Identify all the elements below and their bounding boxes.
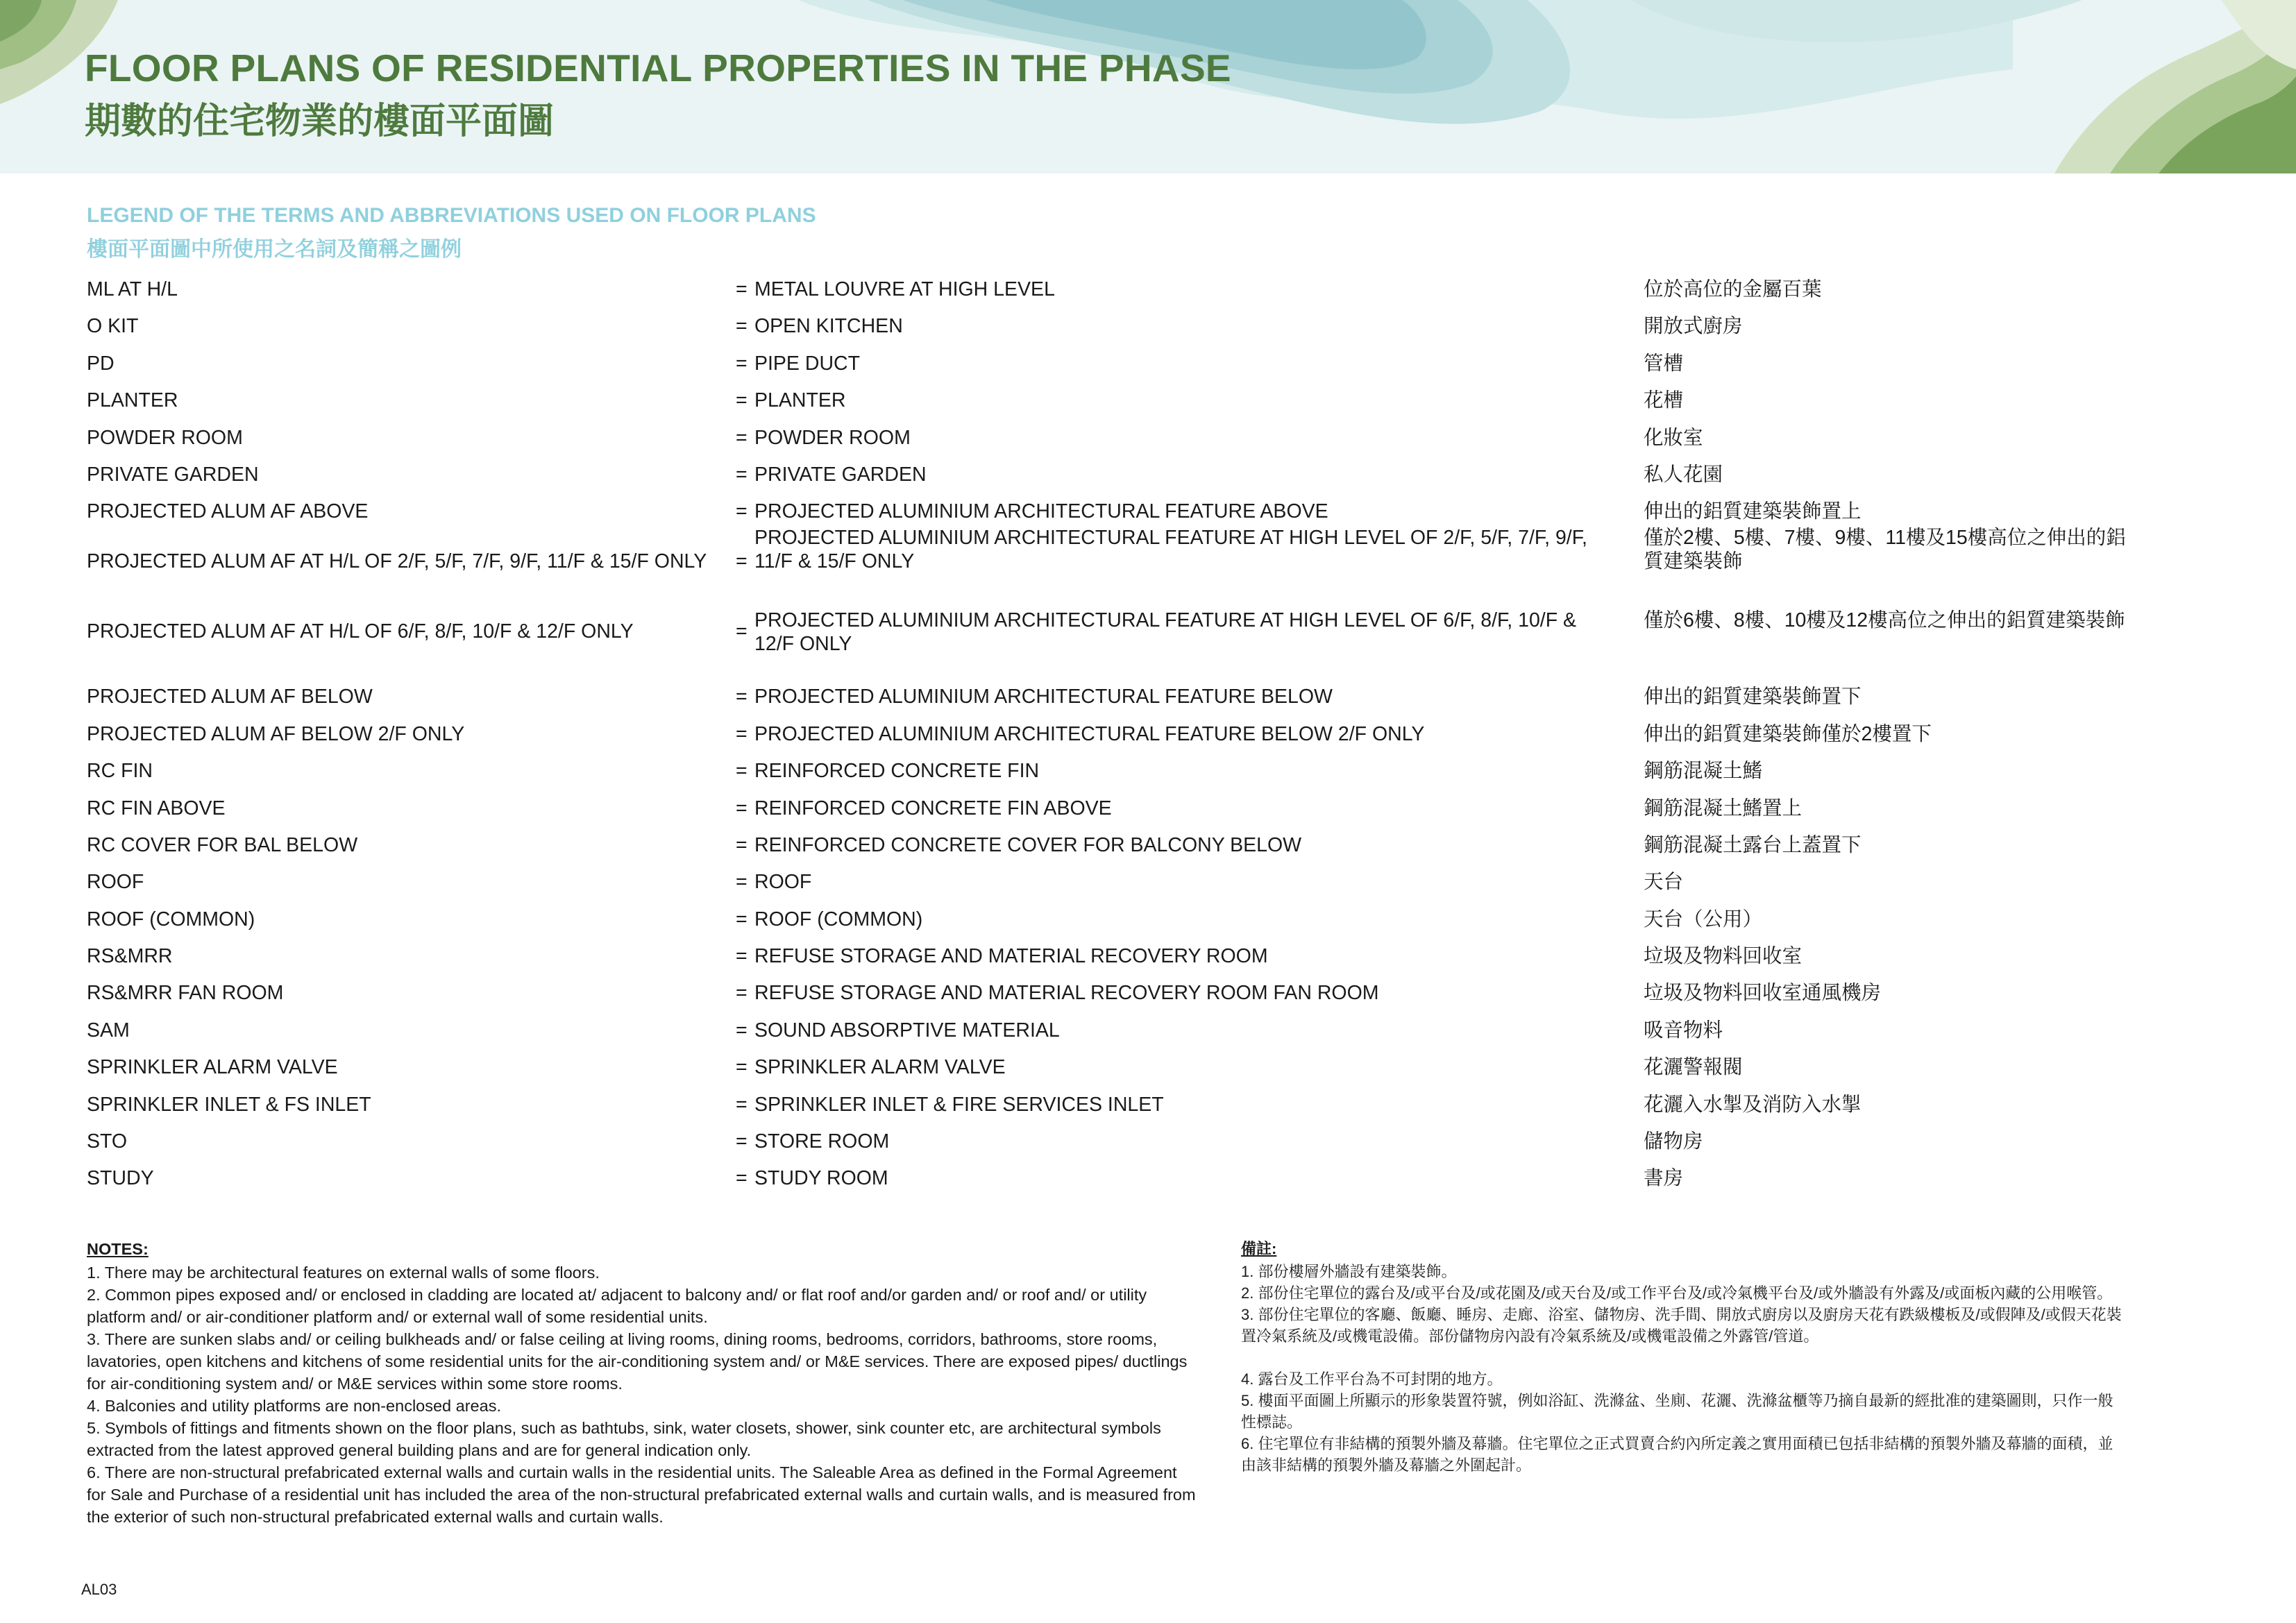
legend-abbreviation: RC COVER FOR BAL BELOW [87, 833, 358, 856]
equals-sign: = [736, 871, 748, 894]
legend-chinese-term: 鋼筋混凝土露台上蓋置下 [1644, 833, 1862, 856]
note-item-chinese: 5. 樓面平面圖上所顯示的形象裝置符號，例如浴缸、洗滌盆、坐廁、花灑、洗滌盆櫃等乃摘自最新的經批准的建築圖則，只作一般性標誌。 [1241, 1392, 2113, 1431]
equals-sign: = [736, 722, 748, 745]
legend-full-term: SPRINKLER ALARM VALVE [754, 1056, 1006, 1079]
note-item-chinese: 1. 部份樓層外牆設有建築裝飾。 [1241, 1263, 1457, 1280]
legend-full-term: PRIVATE GARDEN [754, 463, 927, 486]
legend-full-term: REFUSE STORAGE AND MATERIAL RECOVERY ROOM [754, 945, 1268, 968]
equals-sign: = [736, 463, 748, 486]
legend-abbreviation: ML AT H/L [87, 278, 178, 300]
legend-abbreviation: SPRINKLER ALARM VALVE [87, 1056, 338, 1079]
page-code: AL03 [81, 1581, 117, 1598]
equals-sign: = [736, 686, 748, 708]
legend-abbreviation: RC FIN ABOVE [87, 797, 226, 819]
legend-chinese-term: 私人花園 [1644, 463, 1723, 486]
legend-chinese-term: 僅於2樓、5樓、7樓、9樓、11樓及15樓高位之伸出的鋁質建築裝飾 [1644, 526, 2126, 572]
legend-row [0, 349, 2296, 386]
equals-sign: = [736, 620, 748, 643]
legend-chinese-term: 鋼筋混凝土鰭 [1644, 760, 1763, 783]
legend-chinese-term: 吸音物料 [1644, 1019, 1723, 1042]
equals-sign: = [736, 1019, 748, 1042]
legend-full-term: METAL LOUVRE AT HIGH LEVEL [754, 278, 1055, 300]
notes-english [87, 1238, 1197, 1528]
legend-row [0, 682, 2296, 719]
header-banner [0, 0, 2296, 173]
legend-row [0, 1127, 2296, 1164]
legend-full-term: PROJECTED ALUMINIUM ARCHITECTURAL FEATURE BELOW 2/F ONLY [754, 722, 1425, 745]
legend-row [0, 831, 2296, 867]
legend-full-term: PIPE DUCT [754, 352, 861, 375]
equals-sign: = [736, 908, 748, 931]
legend-row [0, 1053, 2296, 1089]
legend-full-term: PLANTER [754, 389, 846, 412]
legend-chinese-term: 伸出的鋁質建築裝飾置下 [1644, 686, 1862, 708]
equals-sign: = [736, 797, 748, 819]
legend-chinese-term: 天台（公用） [1644, 908, 1763, 931]
legend-full-term: ROOF [754, 871, 812, 894]
notes-heading-chinese: 備註: [1241, 1240, 1277, 1257]
equals-sign: = [736, 278, 748, 300]
equals-sign: = [736, 500, 748, 523]
legend-abbreviation: STUDY [87, 1167, 154, 1190]
legend-abbreviation: SPRINKLER INLET & FS INLET [87, 1093, 371, 1116]
legend-abbreviation: PROJECTED ALUM AF AT H/L OF 6/F, 8/F, 10/F & 12/F ONLY [87, 620, 634, 643]
note-item-chinese: 4. 露台及工作平台為不可封閉的地方。 [1241, 1370, 1503, 1388]
equals-sign: = [736, 1167, 748, 1190]
equals-sign: = [736, 389, 748, 412]
equals-sign: = [736, 945, 748, 968]
note-item-chinese: 2. 部份住宅單位的露台及/或平台及/或花園及/或天台及/或工作平台及/或冷氣機平台及/或外牆設有外露及/或面板內藏的公用喉管。 [1241, 1284, 2113, 1302]
legend-row [0, 1090, 2296, 1127]
legend-full-term: PROJECTED ALUMINIUM ARCHITECTURAL FEATURE AT HIGH LEVEL OF 2/F, 5/F, 7/F, 9/F, 11/F & 15/F ONLY [754, 526, 1587, 572]
legend-abbreviation: ROOF [87, 871, 144, 894]
legend-full-term: STORE ROOM [754, 1130, 890, 1153]
page-title-chinese: 期數的住宅物業的樓面平面圖 [85, 101, 555, 142]
legend-chinese-term: 伸出的鋁質建築裝飾僅於2樓置下 [1644, 722, 1932, 745]
notes-heading: NOTES: [87, 1240, 149, 1258]
legend-chinese-term: 位於高位的金屬百葉 [1644, 278, 1822, 300]
legend-full-term: REFUSE STORAGE AND MATERIAL RECOVERY ROOM FAN ROOM [754, 982, 1379, 1005]
legend-abbreviation: PROJECTED ALUM AF BELOW [87, 686, 373, 708]
legend-chinese-term: 書房 [1644, 1167, 1684, 1190]
equals-sign: = [736, 760, 748, 783]
legend-chinese-term: 儲物房 [1644, 1130, 1703, 1153]
legend-chinese-term: 管槽 [1644, 352, 1684, 375]
legend-full-term: REINFORCED CONCRETE FIN [754, 760, 1040, 783]
legend-full-term: REINFORCED CONCRETE COVER FOR BALCONY BELOW [754, 833, 1302, 856]
legend-full-term: PROJECTED ALUMINIUM ARCHITECTURAL FEATURE AT HIGH LEVEL OF 6/F, 8/F, 10/F & 12/F ONLY [754, 609, 1577, 655]
legend-abbreviation: POWDER ROOM [87, 426, 243, 449]
legend-row [0, 905, 2296, 942]
legend-abbreviation: PROJECTED ALUM AF BELOW 2/F ONLY [87, 722, 465, 745]
note-item: 4. Balconies and utility platforms are non-enclosed areas. [87, 1397, 501, 1415]
legend-row [0, 942, 2296, 978]
page-title: FLOOR PLANS OF RESIDENTIAL PROPERTIES IN THE PHASE [85, 46, 1231, 90]
legend-row [0, 1164, 2296, 1200]
legend-chinese-term: 花灑入水掣及消防入水掣 [1644, 1093, 1862, 1116]
legend-abbreviation: PROJECTED ALUM AF ABOVE [87, 500, 369, 523]
legend-chinese-term: 僅於6樓、8樓、10樓及12樓高位之伸出的鋁質建築裝飾 [1644, 609, 2125, 631]
legend-chinese-term: 天台 [1644, 871, 1684, 894]
equals-sign: = [736, 982, 748, 1005]
legend-row [0, 423, 2296, 460]
legend-full-term: OPEN KITCHEN [754, 315, 903, 338]
legend-full-term: ROOF (COMMON) [754, 908, 923, 931]
note-item: 1. There may be architectural features on external walls of some floors. [87, 1264, 600, 1282]
legend-heading: LEGEND OF THE TERMS AND ABBREVIATIONS USED ON FLOOR PLANS [87, 204, 816, 227]
equals-sign: = [736, 550, 748, 572]
legend-table [0, 275, 2296, 1201]
legend-abbreviation: RS&MRR [87, 945, 173, 968]
legend-row [0, 609, 2296, 683]
note-item: 3. There are sunken slabs and/ or ceiling bulkheads and/ or false ceiling at living rooms, dining rooms, bedrooms, corridors, bathrooms, store rooms, lavatories, open kitchens and kitchens of some residential units for the air-conditioning system and/ or M&E services. There are exposed pipes/ ductlings for air-conditioning system and/ or M&E services within some store rooms. [87, 1330, 1188, 1393]
legend-chinese-term: 開放式廚房 [1644, 315, 1743, 338]
legend-abbreviation: O KIT [87, 315, 139, 338]
legend-full-term: POWDER ROOM [754, 426, 911, 449]
note-item: 2. Common pipes exposed and/ or enclosed in cladding are located at/ adjacent to balcony and/ or flat roof and/or garden and/ or roof and/ or utility platform and/ or air-conditioner platform and/ or external wall of some residential units. [87, 1286, 1147, 1326]
note-item-chinese: 3. 部份住宅單位的客廳、飯廳、睡房、走廊、浴室、儲物房、洗手間、開放式廚房以及廚房天花有跌級樓板及/或假陣及/或假天花裝置冷氣系統及/或機電設備。部份儲物房內設有冷氣系統及/或機電設備之外露管/管道。 [1241, 1306, 2122, 1345]
legend-abbreviation: PROJECTED ALUM AF AT H/L OF 2/F, 5/F, 7/F, 9/F, 11/F & 15/F ONLY [87, 550, 707, 572]
legend-abbreviation: PD [87, 352, 115, 375]
legend-chinese-term: 鋼筋混凝土鰭置上 [1644, 797, 1803, 819]
note-item: 5. Symbols of fittings and fitments shown on the floor plans, such as bathtubs, sink, water closets, shower, sink counter etc, are architectural symbols extracted from the latest approved general building plans and are for general indication only. [87, 1419, 1161, 1459]
legend-abbreviation: STO [87, 1130, 128, 1153]
legend-chinese-term: 伸出的鋁質建築裝飾置上 [1644, 500, 1862, 523]
legend-abbreviation: SAM [87, 1019, 130, 1042]
legend-row [0, 460, 2296, 497]
legend-chinese-term: 花灑警報閥 [1644, 1056, 1743, 1079]
legend-row [0, 794, 2296, 831]
legend-abbreviation: RC FIN [87, 760, 153, 783]
legend-abbreviation: RS&MRR FAN ROOM [87, 982, 284, 1005]
equals-sign: = [736, 315, 748, 338]
equals-sign: = [736, 426, 748, 449]
legend-row [0, 1016, 2296, 1053]
equals-sign: = [736, 1093, 748, 1116]
legend-row [0, 978, 2296, 1015]
equals-sign: = [736, 352, 748, 375]
legend-full-term: PROJECTED ALUMINIUM ARCHITECTURAL FEATURE ABOVE [754, 500, 1328, 523]
equals-sign: = [736, 1056, 748, 1079]
legend-chinese-term: 化妝室 [1644, 426, 1703, 449]
legend-chinese-term: 垃圾及物料回收室通風機房 [1644, 982, 1882, 1005]
legend-full-term: REINFORCED CONCRETE FIN ABOVE [754, 797, 1112, 819]
note-item-chinese: 6. 住宅單位有非結構的預製外牆及幕牆。住宅單位之正式買賣合約內所定義之實用面積已包括非結構的預製外牆及幕牆的面積，並由該非結構的預製外牆及幕牆之外圍起計。 [1241, 1435, 2113, 1474]
legend-full-term: SOUND ABSORPTIVE MATERIAL [754, 1019, 1060, 1042]
equals-sign: = [736, 1130, 748, 1153]
legend-abbreviation: ROOF (COMMON) [87, 908, 255, 931]
legend-row [0, 275, 2296, 312]
legend-row [0, 386, 2296, 423]
note-item: 6. There are non-structural prefabricated external walls and curtain walls in the residential units. The Saleable Area as defined in the Formal Agreement for Sale and Purchase of a residential unit has included the area of the non-structural prefabricated external walls and curtain walls, and is measured from the exterior of such non-structural prefabricated external walls and curtain walls. [87, 1463, 1196, 1526]
equals-sign: = [736, 833, 748, 856]
legend-heading-chinese: 樓面平面圖中所使用之名詞及簡稱之圖例 [87, 238, 462, 261]
legend-full-term: PROJECTED ALUMINIUM ARCHITECTURAL FEATURE BELOW [754, 686, 1333, 708]
notes-chinese [1241, 1238, 2122, 1476]
legend-row [0, 526, 2296, 609]
legend-row [0, 867, 2296, 904]
legend-full-term: SPRINKLER INLET & FIRE SERVICES INLET [754, 1093, 1164, 1116]
legend-row [0, 756, 2296, 793]
legend-full-term: STUDY ROOM [754, 1167, 888, 1190]
legend-abbreviation: PRIVATE GARDEN [87, 463, 259, 486]
legend-chinese-term: 垃圾及物料回收室 [1644, 945, 1803, 968]
legend-row [0, 312, 2296, 348]
legend-chinese-term: 花槽 [1644, 389, 1684, 412]
legend-abbreviation: PLANTER [87, 389, 178, 412]
legend-row [0, 720, 2296, 756]
